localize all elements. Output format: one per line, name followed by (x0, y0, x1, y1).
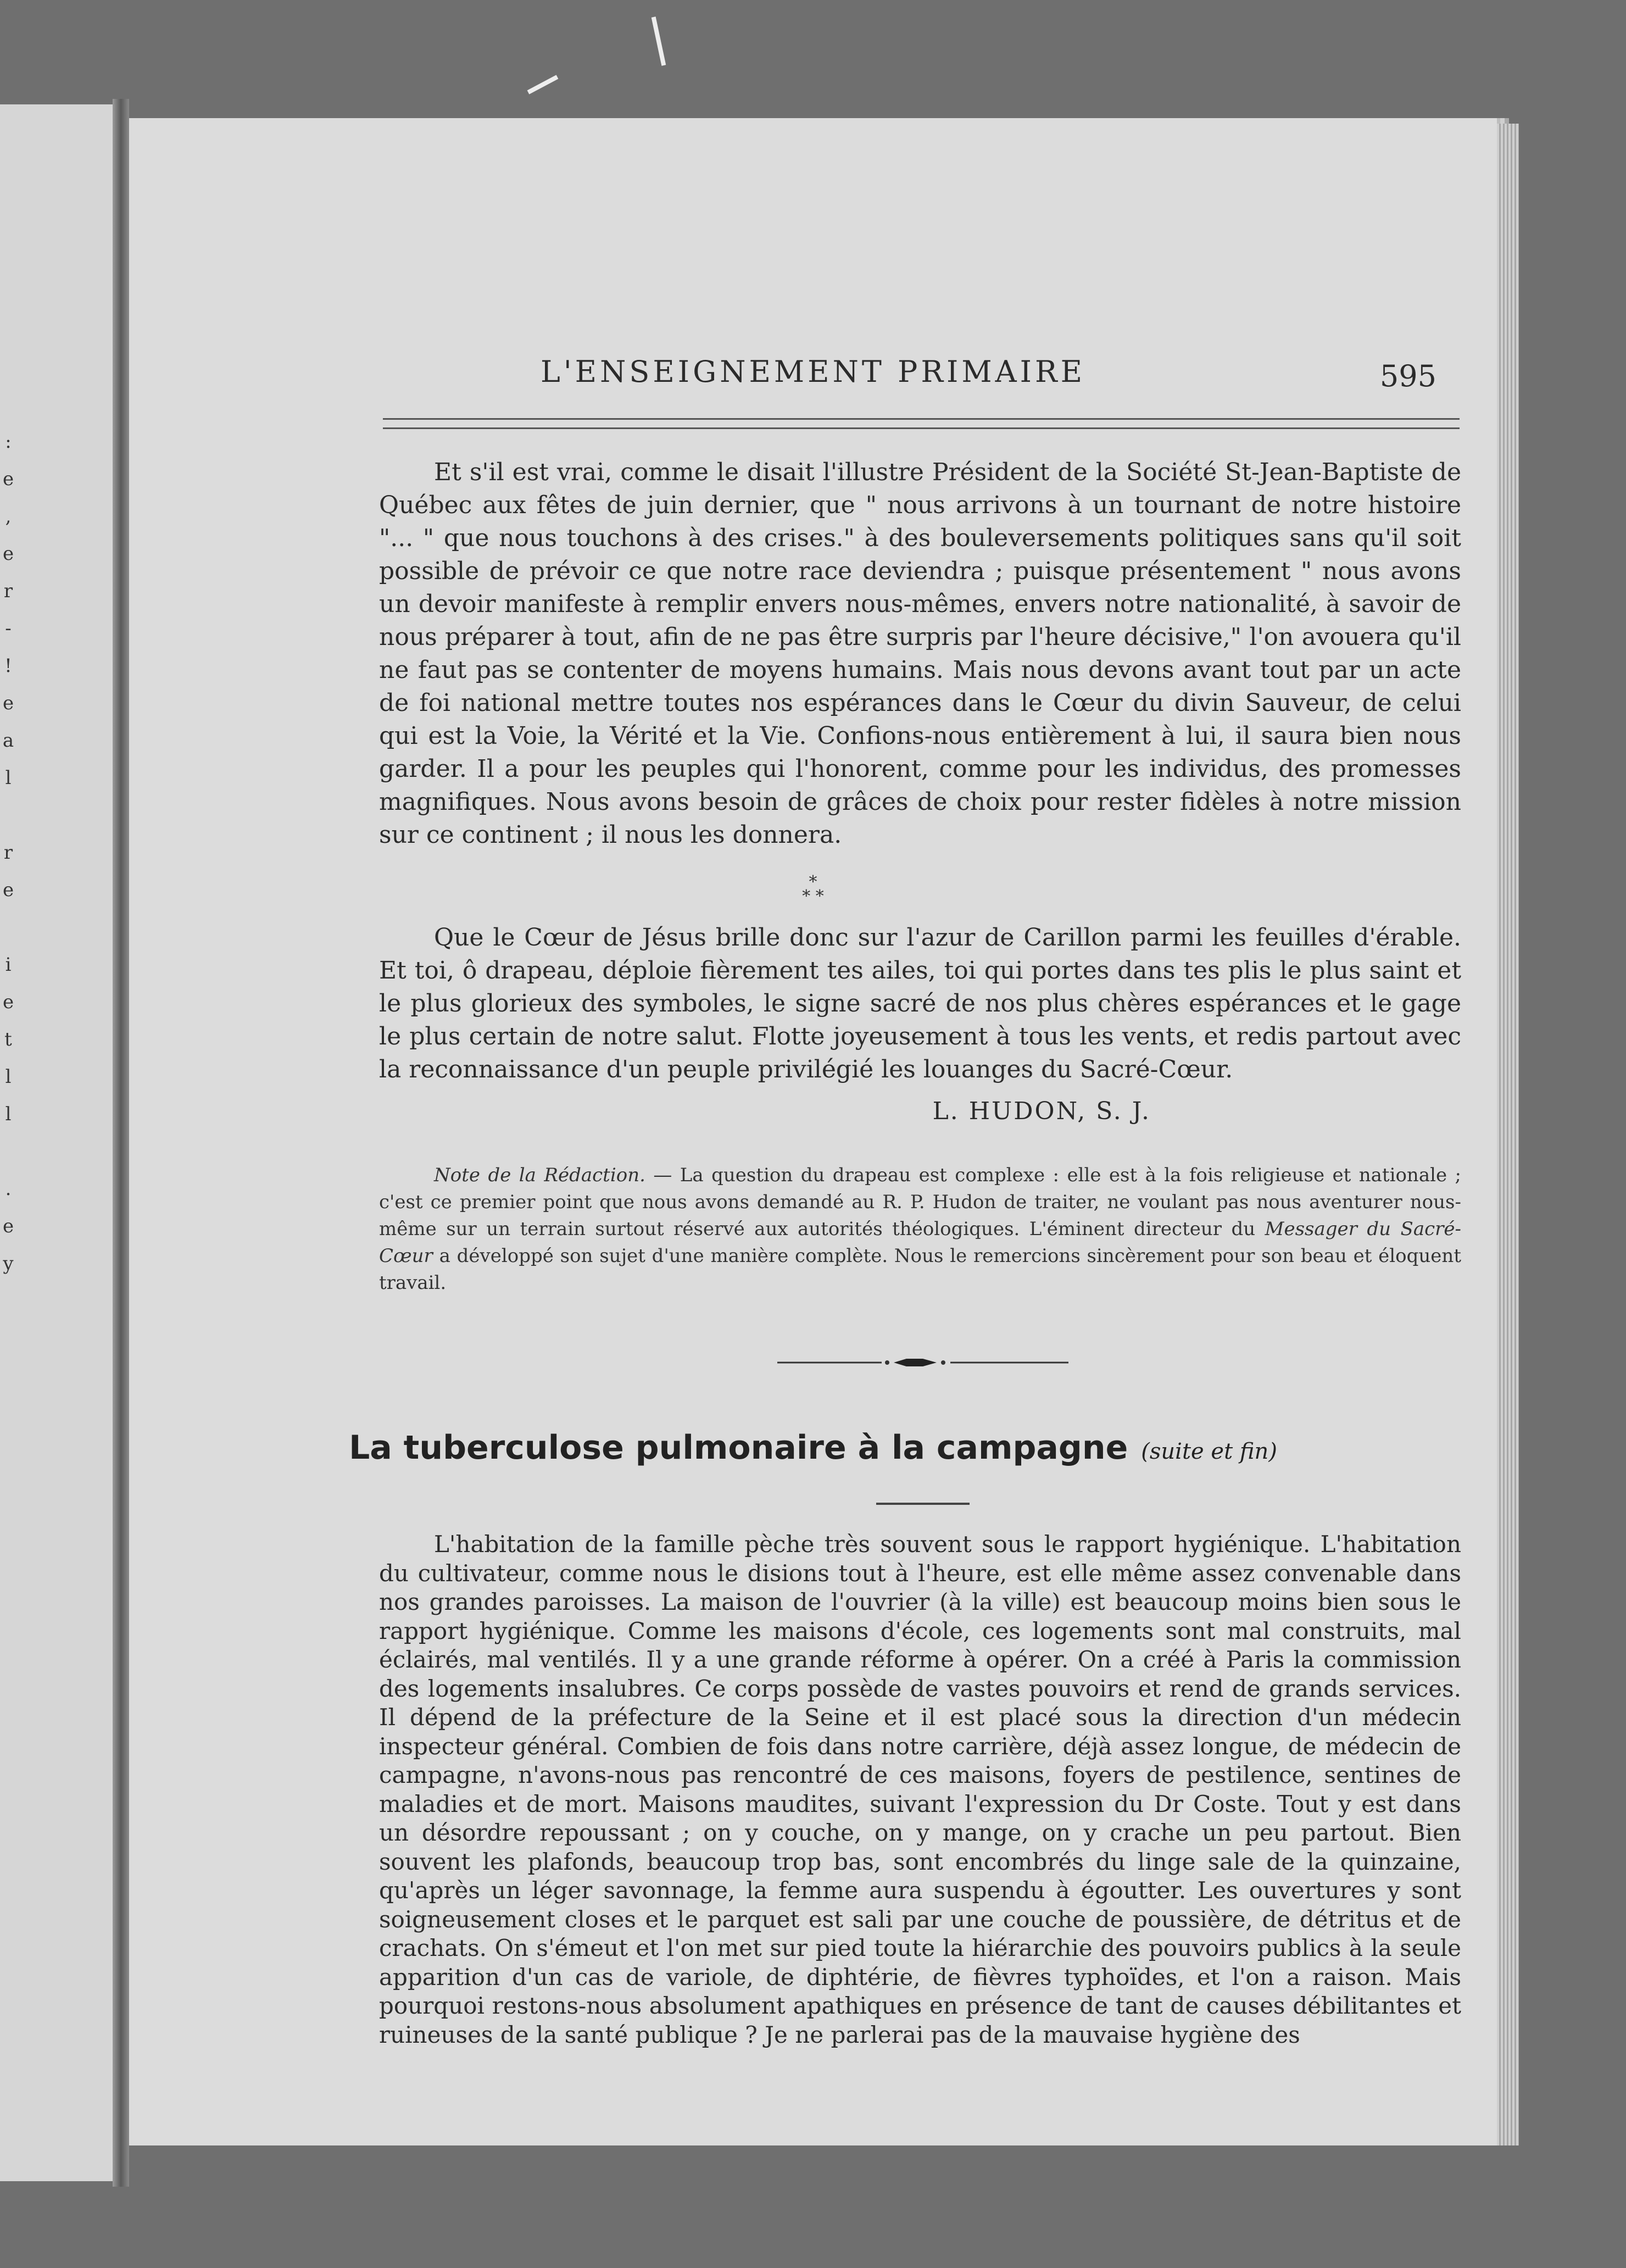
facing-page-fragment: . (5, 1178, 12, 1200)
facing-page-fragment (0, 1133, 16, 1170)
paragraph: Et s'il est vrai, comme le disait l'illustre Président de la Société St-Jean-Baptiste de Québec aux fêtes de juin dernier, que " nous arrivons à un tournant de notre histoire "... " que nous touchons à des crises." à des bouleversements politiques sans qu'il soit possible de prévoir ce que notre race deviendra ; puisque présentement " nous avons un devoir manifeste à remplir envers nous-mêmes, envers notre nationalité, à savoir de nous préparer à tout, afin de ne pas être surpris par l'heure décisive," l'on avouera qu'il ne faut pas se contenter de moyens humains. Mais nous devons avant tout par un acte de foi national mettre toutes nos espérances dans le Cœur du divin Sauveur, de celui qui est la Voie, la Vérité et la Vie. Confions-nous entièrement à lui, il saura bien nous garder. Il a pour les peuples qui l'honorent, comme pour les individus, des promesses magnifiques. Nous avons besoin de grâces de choix pour rester fidèles à notre mission sur ce continent ; il nous les donnera. (379, 458, 1461, 849)
facing-page-fragment (0, 797, 16, 834)
facing-page-fragment: i (5, 954, 12, 976)
facing-page-fragment: ! (4, 655, 12, 677)
film-scratch (527, 75, 559, 94)
article-body (379, 1530, 1461, 2049)
running-title: L'ENSEIGNEMENT PRIMAIRE (540, 354, 1086, 389)
page (129, 118, 1497, 2145)
facing-page-edge (0, 104, 113, 2181)
note-label: Note de la Rédaction. (434, 1164, 645, 1186)
author-signature: L. HUDON, S. J. (932, 1097, 1151, 1125)
facing-page-fragment: e (2, 543, 14, 565)
article-subtitle: (suite et fin) (1141, 1439, 1277, 1464)
page-stack-edge (1497, 124, 1519, 2145)
ornament-divider (777, 1354, 1068, 1371)
facing-page-fragment: l (5, 767, 12, 789)
facing-page-fragment: l (5, 1066, 12, 1088)
facing-page-fragment (0, 909, 16, 946)
facing-page-fragment: , (5, 505, 12, 527)
facing-page-fragment: e (2, 879, 14, 901)
article-body (379, 456, 1461, 852)
article-body (379, 921, 1461, 1086)
asterism: * * * (802, 872, 824, 906)
facing-page-fragment: a (2, 730, 14, 752)
facing-page-fragment: r (3, 580, 13, 602)
article-title: La tuberculose pulmonaire à la campagne (suite et fin) (349, 1428, 1277, 1467)
facing-page-fragment: e (2, 991, 14, 1013)
facing-page-fragment: e (2, 468, 14, 490)
facing-page-fragment: : (5, 431, 12, 453)
facing-page-fragment: l (5, 1103, 12, 1125)
film-scratch (651, 16, 666, 66)
book-gutter (113, 99, 129, 2187)
paragraph: Que le Cœur de Jésus brille donc sur l'azur de Carillon parmi les feuilles d'érable. Et toi, ô drapeau, déploie fièrement tes ailes, toi qui portes dans tes plis le plus saint et le plus glorieux des symboles, le signe sacré de nos plus chères espérances et le gage le plus certain de notre salut. Flotte joyeusement à tous les vents, et redis partout avec la reconnaissance d'un peuple privilégié les louanges du Sacré-Cœur. (379, 924, 1461, 1083)
facing-page-fragment: y (3, 1253, 14, 1275)
periodical-name: Messager du Sacré-Cœur (379, 1218, 1461, 1267)
page-number: 595 (1379, 359, 1436, 393)
facing-page-fragment: e (2, 692, 14, 714)
facing-page-fragment: t (4, 1029, 12, 1050)
paragraph: L'habitation de la famille pèche très souvent sous le rapport hygiénique. L'habitation du cultivateur, comme nous le disions tout à l'heure, est elle même assez convenable dans nos grandes paroisses. La maison de l'ouvrier (à la ville) est beaucoup moins bien sous le rapport hygiénique. Comme les maisons d'école, ces logements sont mal construits, mal éclairés, mal ventilés. Il y a une grande réforme à opérer. On a créé à Paris la commission des logements insalubres. Ce corps possède de vastes pouvoirs et rend de grands services. Il dépend de la préfecture de la Seine et il est placé sous la direction d'un médecin inspecteur général. Combien de fois dans notre carrière, déjà assez longue, de médecin de campagne, n'avons-nous pas rencontré de ces maisons, foyers de pestilence, sentines de maladies et de mort. Maisons maudites, suivant l'expression du Dr Coste. Tout y est dans un désordre repoussant ; on y couche, on y mange, on y crache un peu partout. Bien souvent les plafonds, beaucoup trop bas, sont encombrés du linge sale de la quinzaine, qu'après un léger savonnage, la femme aura suspendu à égoutter. Les ouvertures y sont soigneusement closes et le parquet est sali par une couche de poussière, de détritus et de crachats. On s'émeut et l'on met sur pied toute la hiérarchie des pouvoirs publics à la seule apparition d'un cas de variole, de diphtérie, de fièvres typhoïdes, et l'on a raison. Mais pourquoi restons-nous absolument apathiques en présence de tant de causes débilitantes et ruineuses de la santé publique ? Je ne parlerai pas de la mauvaise hygiène des (379, 1531, 1461, 2048)
facing-page-fragment: r (3, 842, 13, 864)
header-double-rule (383, 418, 1460, 429)
editorial-note: Note de la Rédaction. — La question du drapeau est complexe : elle est à la fois religieuse et nationale ; c'est ce premier point que nous avons demandé au R. P. Hudon de traiter, ne voulant pas nous aventurer nous-même sur un terrain surtout réservé aux autorités théologiques. L'éminent directeur du Messager du Sacré-Cœur a développé son sujet d'une manière complète. Nous le remercions sincèrement pour son beau et éloquent travail. (379, 1164, 1462, 1294)
facing-page-fragment: e (2, 1215, 14, 1237)
facing-page-fragment: - (5, 618, 12, 640)
facing-page-fragments (0, 423, 16, 1282)
title-rule (876, 1503, 970, 1505)
